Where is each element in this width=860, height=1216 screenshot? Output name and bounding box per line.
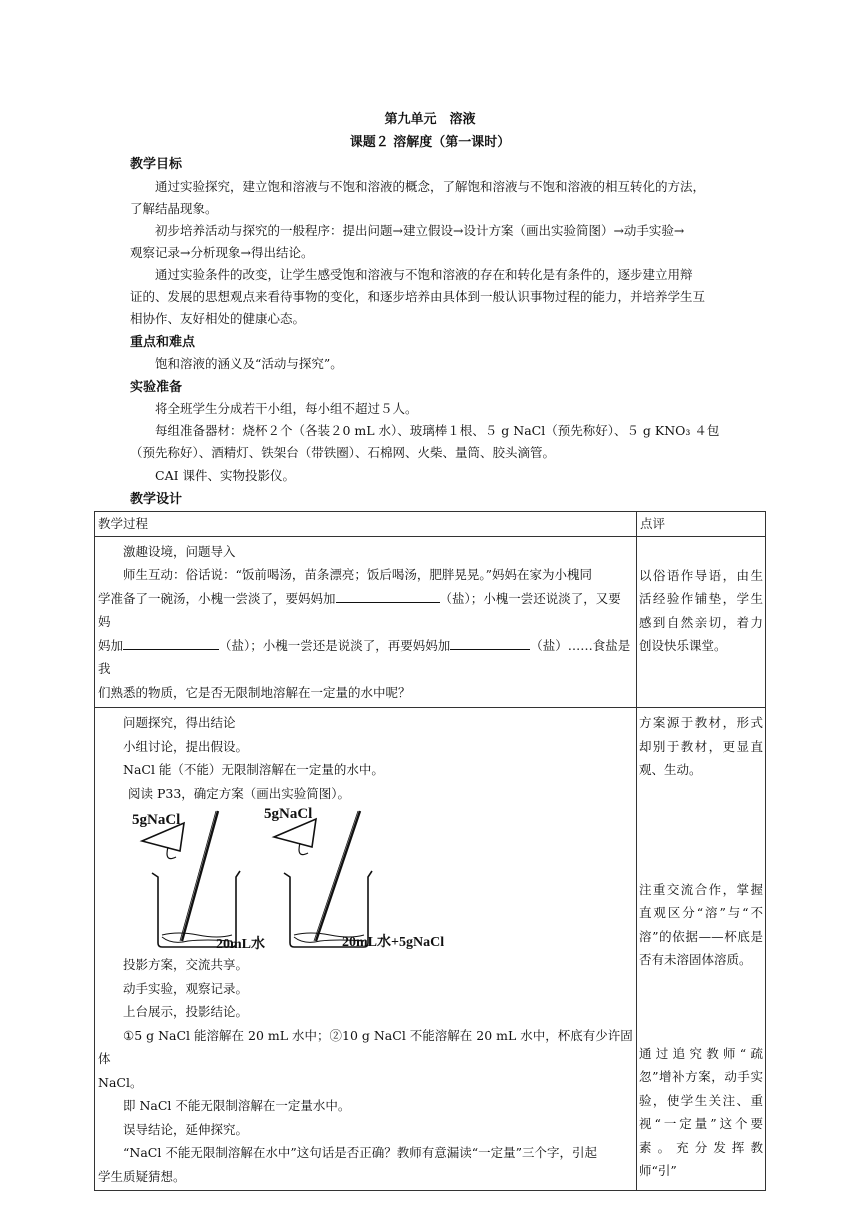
row2-comment-3: 通过追究教师“疏忽”增补方案，动手实验，使学生关注、重视“一定量”这个要素。充分发挥教师“引”: [639, 1045, 763, 1178]
stir-rod-icon: [316, 811, 360, 941]
row1-comment: 以俗语作导语，由生活经验作铺垫，学生感到自然亲切，着力创设快乐课堂。: [639, 567, 763, 653]
lesson-title: 课题２ 溶解度（第一课时）: [349, 135, 511, 150]
row1-line1: 师生互动：俗话说：“饭前喝汤，苗条漂亮；饭后喝汤，肥胖晃晃。”妈妈在家为小槐同: [123, 567, 593, 582]
preparation-paragraph-1: 将全班学生分成若干小组，每小组不超过５人。: [155, 401, 418, 416]
stir-rod-icon: [182, 811, 218, 941]
experiment-diagram: [98, 807, 633, 953]
table-row: [95, 536, 766, 708]
row1-line4: 们熟悉的物质，它是否无限制地溶解在一定量的水中呢？: [98, 684, 411, 700]
design-heading: 教学设计: [130, 492, 183, 507]
objectives-paragraph-3: 通过实验条件的改变，让学生感受饱和溶液与不饱和溶液的存在和转化是有条件的，逐步建立用辩 证的、发展的思想观点来看待事物的变化，和逐步培养由具体到一般认识事物过程的能力，并培养学生互 相协作、友好相处的健康心态。: [130, 267, 706, 326]
design-table: [94, 511, 766, 1191]
figure-caption-1: 20mL水: [216, 937, 265, 952]
row2-title: 问题探究，得出结论: [123, 715, 236, 730]
row1-line3: 妈加 （盐）；小槐一尝还是说淡了，再要妈妈加 （盐）……食盐是我: [98, 634, 633, 681]
preparation-heading: 实验准备: [130, 380, 183, 395]
row2-comment-2: 注重交流合作，掌握直观区分“溶”与“不溶”的依据——杯底是否有未溶固体溶质。: [639, 881, 763, 967]
figure-label-1: 5gNaCl: [132, 812, 181, 828]
row2-comment-1: 方案源于教材，形式却别于教材，更显直观、生动。: [639, 715, 763, 777]
figure-label-2: 5gNaCl: [264, 806, 313, 822]
header-process: 教学过程: [95, 512, 637, 537]
row1-line2: 学准备了一碗汤，小槐一尝淡了，要妈妈加 （盐）；小槐一尝还说淡了，又要妈: [98, 587, 633, 634]
preparation-paragraph-2: 每组准备器材：烧杯２个（各装２0 mL 水）、玻璃棒１根、５ g NaCl（预先称好）、５ g KNO₃ ４包 （预先称好）、酒精灯、铁架台（带铁圈）、石棉网、火柴、量筒、胶头滴管。: [130, 423, 720, 460]
figure-caption-2: 20mL水+5gNaCl: [342, 935, 445, 950]
row1-title: 激趣设境，问题导入: [123, 543, 236, 559]
key-points-text: 饱和溶液的涵义及“活动与探究”。: [155, 356, 343, 371]
table-row: 问题探究，得出结论 小组讨论，提出假设。 NaCl 能（不能）无限制溶解在一定量的水中。 阅读 P33，确定方案（画出实验简图）。 5gNaCl 5gNaCl 20mL水 20mL水+5gNaCl 投影方案，交流共享。 动手实验，观察记录。 上台展示，投影结论。 ①5 g NaCl 能溶解在 20 mL 水中；②10 g NaCl 不能溶解在 20 mL 水中，杯底有少许固体 NaCl。 即 NaCl 不能无限制溶解在一定量水中。 误导结论，延伸探究。 “NaCl 不能无限制溶解在水中”这句话是否正确？教师有意漏读“一定量”三个字，引起 学生质疑猜想。 方案源于教材，形式却别于教材，更显直观、生动。 注重交流合作，掌握直观区分“溶”与“不溶”的依据——杯底是否有未溶固体溶质。 通过追究教师“疏忽”增补方案，动手实验，使学生关注、重视“一定量”这个要素。充分发挥教师“引”: [95, 708, 766, 1191]
objectives-paragraph-2: 初步培养活动与探究的一般程序：提出问题→建立假设→设计方案（画出实验简图）→动手实验→ 观察记录→分析现象→得出结论。: [130, 223, 685, 260]
fill-blank: [450, 635, 530, 650]
objectives-heading: 教学目标: [130, 157, 183, 172]
preparation-paragraph-3: CAI 课件、实物投影仪。: [155, 468, 296, 483]
key-points-heading: 重点和难点: [130, 335, 196, 350]
fill-blank: [336, 588, 440, 603]
table-header-row: [95, 512, 766, 537]
header-comment: 点评: [637, 512, 766, 537]
unit-title: 第九单元 溶液: [384, 112, 476, 127]
objectives-paragraph-1: 通过实验探究，建立饱和溶液与不饱和溶液的概念，了解饱和溶液与不饱和溶液的相互转化的方法， 了解结晶现象。: [130, 179, 706, 216]
fill-blank: [123, 635, 219, 650]
